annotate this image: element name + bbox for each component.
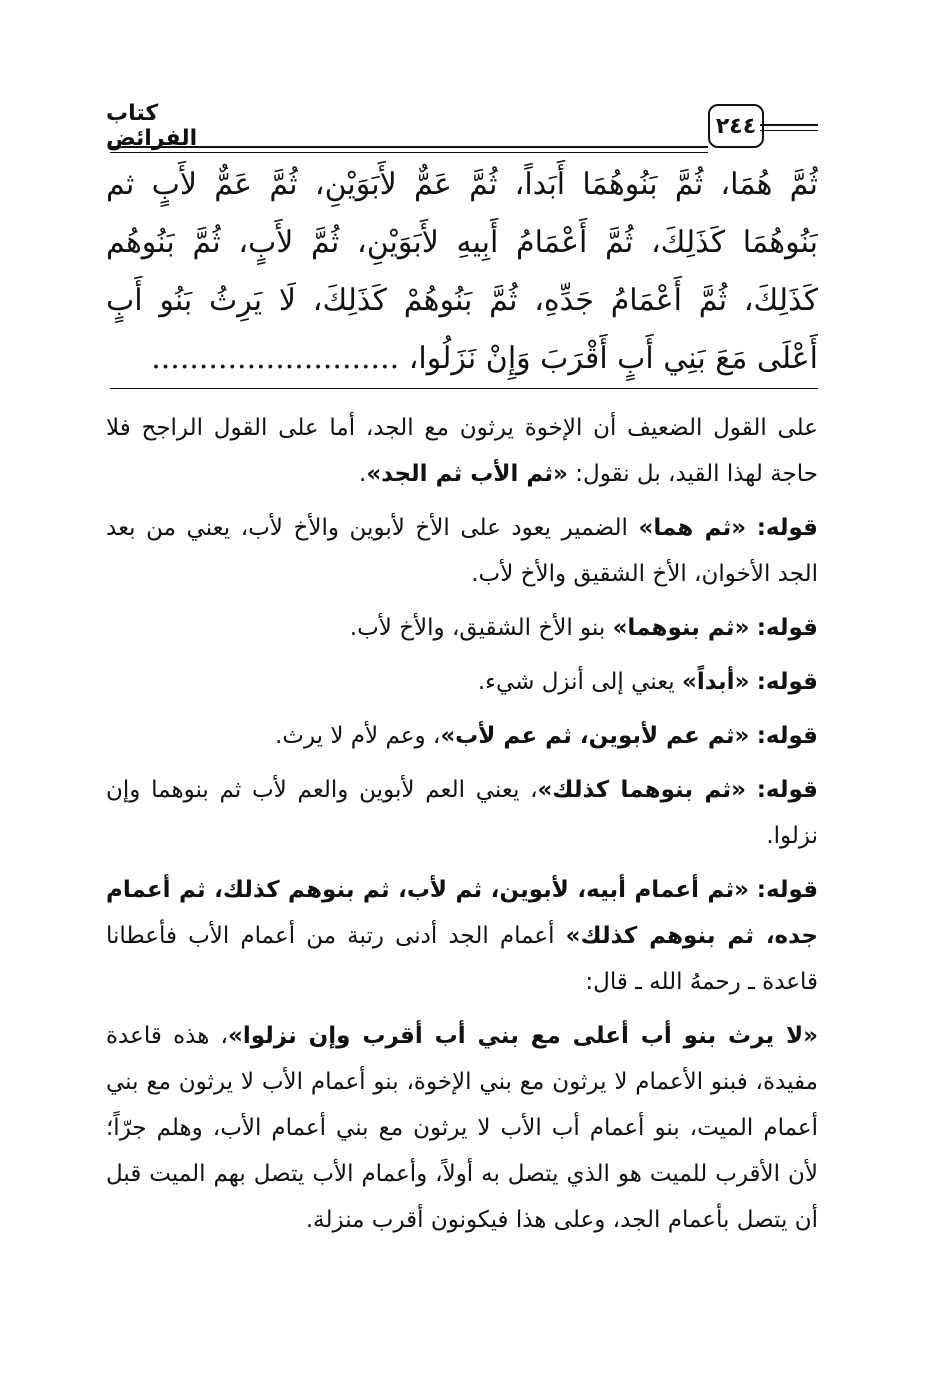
matn-line: بَنُوهُمَا كَذَلِكَ، ثُمَّ أَعْمَامُ أَبِيهِ لأَبَوَيْنِ، ثُمَّ لأَبٍ، ثُمَّ بَنُوهُم — [106, 225, 818, 260]
qawluhu-label: قوله: — [756, 515, 818, 541]
paragraph-text: ، يعني العم لأبوين والعم لأب ثم بنوهما وإن نزلوا. — [106, 777, 818, 849]
header-rule-left — [110, 146, 708, 153]
paragraph-end: . — [359, 461, 367, 487]
quoted-matn: «ثم بنوهما» — [612, 615, 750, 641]
qawluhu-label: قوله: — [756, 615, 818, 641]
commentary-paragraph — [106, 505, 818, 597]
quoted-matn: «ثم هما» — [638, 515, 747, 541]
qawluhu-label: قوله: — [756, 777, 818, 803]
matn-line: كَذَلِكَ، ثُمَّ أَعْمَامُ جَدِّهِ، ثُمَّ بَنُوهُمْ كَذَلِكَ، لَا يَرِثُ بَنُو أَبٍ — [106, 283, 818, 318]
running-head-book-title: كتاب الفرائض — [106, 101, 198, 151]
paragraph-text: ، هذه قاعدة مفيدة، فبنو الأعمام لا يرثون مع بني الإخوة، بنو أعمام الأب لا يرثون مع بني أعمام الميت، بنو أعمام أب الأب لا يرثون مع بني أعمام الأب، وهلم جرّاً؛ لأن الأقرب للميت هو الذي يتصل به أولاً، وأعمام الأب يتصل بهم الميت قبل أن يتصل بأعمام الجد، وعلى هذا فيكونون أقرب منزلة. — [106, 1023, 818, 1233]
qawluhu-label: قوله: — [756, 669, 818, 695]
commentary-paragraph — [106, 405, 818, 497]
paragraph-text: بنو الأخ الشقيق، والأخ لأب. — [349, 615, 613, 641]
qawluhu-label: قوله: — [756, 877, 819, 903]
quoted-matn: «ثم أعمام أبيه، لأبوين، ثم لأب، ثم بنوهم كذلك، ثم أعمام جده، ثم بنوهم كذلك» — [106, 877, 819, 949]
quoted-matn: «ثم الأب ثم الجد» — [366, 461, 568, 487]
quoted-matn: «أبداً» — [682, 669, 750, 695]
commentary-paragraph — [106, 713, 818, 759]
paragraph-text: أعمام الجد أدنى رتبة من أعمام الأب فأعطانا قاعدة ـ رحمهُ الله ـ قال: — [106, 923, 818, 995]
commentary-paragraph — [106, 767, 818, 859]
matn-line: أَعْلَى مَعَ بَنِي أَبٍ أَقْرَبَ وَإِنْ نَزَلُوا، .......................... — [151, 341, 818, 376]
commentary-block — [106, 405, 818, 1243]
commentary-paragraph — [106, 867, 818, 1005]
commentary-paragraph — [106, 605, 818, 651]
paragraph-text: على القول الضعيف أن الإخوة يرثون مع الجد، أما على القول الراجح فلا حاجة لهذا القيد، بل نقول: — [106, 415, 818, 487]
quoted-matn: «ثم عم لأبوين، ثم عم لأب» — [440, 723, 750, 749]
qawluhu-label: قوله: — [756, 723, 818, 749]
quoted-matn: «ثم بنوهما كذلك» — [537, 777, 746, 803]
commentary-paragraph — [106, 1013, 818, 1243]
header-rule-right — [760, 124, 818, 131]
paragraph-text: يعني إلى أنزل شيء. — [477, 669, 683, 695]
matn-text-block — [106, 156, 818, 388]
paragraph-text: ، وعم لأم لا يرث. — [274, 723, 441, 749]
paragraph-text: الضمير يعود على الأخ لأبوين والأخ لأب، يعني من بعد الجد الأخوان، الأخ الشقيق والأخ لأب. — [106, 515, 818, 587]
commentary-paragraph — [106, 659, 818, 705]
quoted-matn: «لا يرث بنو أب أعلى مع بني أب أقرب وإن نزلوا» — [227, 1023, 818, 1049]
page-number: ٢٤٤ — [708, 104, 764, 148]
matn-separator-rule — [110, 388, 818, 389]
matn-line: ثُمَّ هُمَا، ثُمَّ بَنُوهُمَا أَبَداً، ثُمَّ عَمٌّ لأَبَوَيْنِ، ثُمَّ عَمٌّ لأَبٍ ثم — [106, 167, 818, 202]
